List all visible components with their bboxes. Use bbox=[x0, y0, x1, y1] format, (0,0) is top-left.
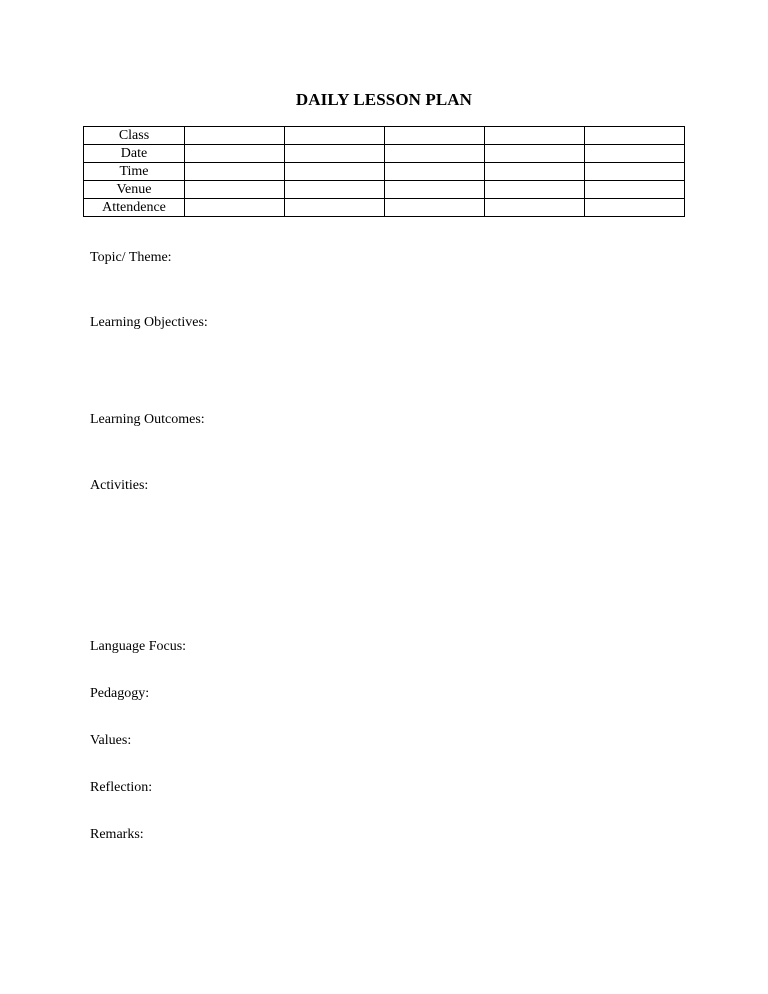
table-cell[interactable] bbox=[385, 163, 485, 181]
table-row-venue bbox=[84, 181, 685, 199]
table-row-date bbox=[84, 145, 685, 163]
table-cell[interactable] bbox=[385, 199, 485, 217]
row-label-class: Class bbox=[84, 127, 185, 145]
pedagogy-label: Pedagogy: bbox=[90, 686, 150, 701]
table-cell[interactable] bbox=[485, 145, 585, 163]
learning-outcomes-label: Learning Outcomes: bbox=[90, 412, 205, 427]
learning-objectives-label: Learning Objectives: bbox=[90, 315, 208, 330]
table-cell[interactable] bbox=[585, 145, 685, 163]
table-cell[interactable] bbox=[485, 163, 585, 181]
table-row-class bbox=[84, 127, 685, 145]
activities-label: Activities: bbox=[90, 478, 149, 493]
page-title: DAILY LESSON PLAN bbox=[295, 90, 473, 109]
table-cell[interactable] bbox=[485, 181, 585, 199]
lesson-info-table bbox=[83, 126, 685, 217]
table-cell[interactable] bbox=[485, 127, 585, 145]
remarks-label: Remarks: bbox=[90, 827, 144, 842]
table-cell[interactable] bbox=[185, 163, 285, 181]
table-cell[interactable] bbox=[385, 145, 485, 163]
table-row-time bbox=[84, 163, 685, 181]
language-focus-label: Language Focus: bbox=[90, 639, 187, 654]
row-label-attendence: Attendence bbox=[84, 199, 185, 217]
table-cell[interactable] bbox=[385, 181, 485, 199]
topic-label: Topic/ Theme: bbox=[90, 250, 172, 265]
row-label-time: Time bbox=[84, 163, 185, 181]
table-cell[interactable] bbox=[485, 199, 585, 217]
table-cell[interactable] bbox=[285, 181, 385, 199]
row-label-date: Date bbox=[84, 145, 185, 163]
table-cell[interactable] bbox=[385, 127, 485, 145]
table-row-attendence bbox=[84, 199, 685, 217]
table-cell[interactable] bbox=[185, 199, 285, 217]
table-cell[interactable] bbox=[185, 145, 285, 163]
values-label: Values: bbox=[90, 733, 132, 748]
table-cell[interactable] bbox=[585, 181, 685, 199]
table-cell[interactable] bbox=[285, 145, 385, 163]
table-cell[interactable] bbox=[285, 163, 385, 181]
row-label-venue: Venue bbox=[84, 181, 185, 199]
table-cell[interactable] bbox=[185, 127, 285, 145]
reflection-label: Reflection: bbox=[90, 780, 153, 795]
table-cell[interactable] bbox=[285, 199, 385, 217]
table-cell[interactable] bbox=[585, 163, 685, 181]
table-cell[interactable] bbox=[285, 127, 385, 145]
table-cell[interactable] bbox=[585, 199, 685, 217]
table-cell[interactable] bbox=[585, 127, 685, 145]
table-cell[interactable] bbox=[185, 181, 285, 199]
